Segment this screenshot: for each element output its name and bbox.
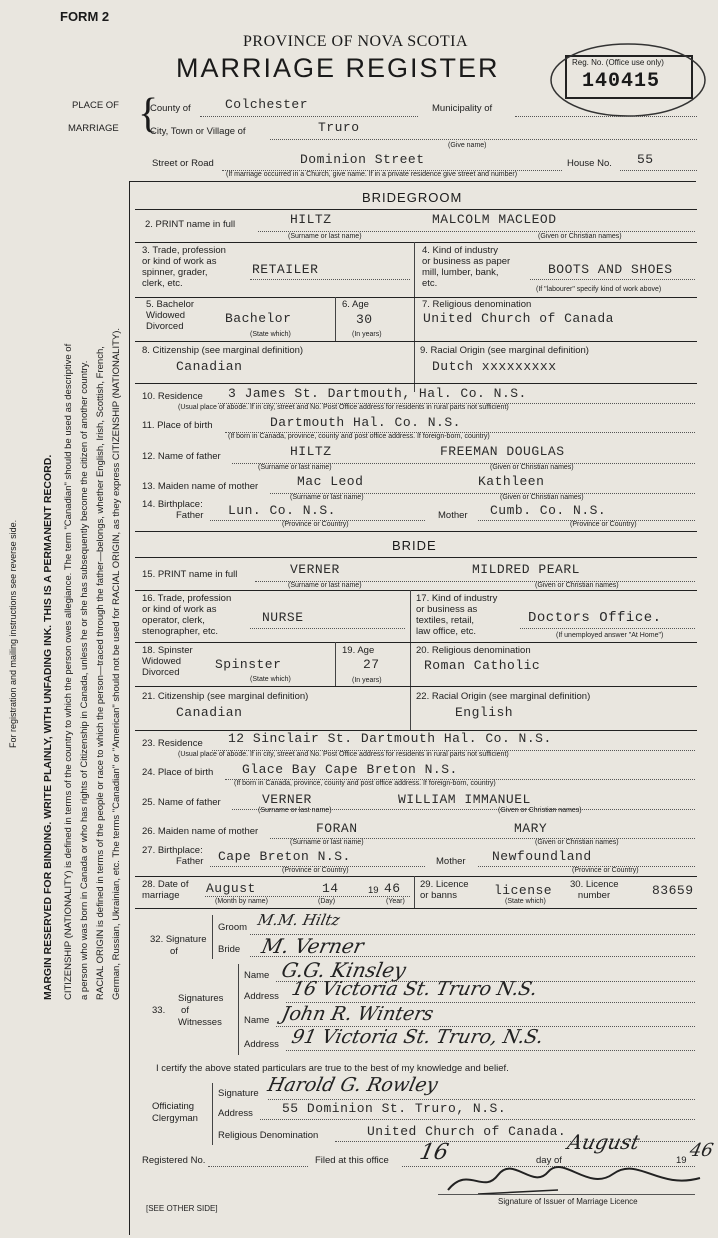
bride-father-given: WILLIAM IMMANUEL: [398, 792, 531, 807]
county-value: Colchester: [225, 97, 309, 112]
bride-bp-label: 27. Birthplace:: [142, 845, 203, 856]
clergy-address-label: Address: [218, 1108, 253, 1119]
w1-name: G.G. Kinsley: [279, 958, 409, 982]
groom-citizenship-label: 8. Citizenship (see marginal definition): [142, 345, 304, 356]
bride-citizenship: Canadian: [176, 705, 243, 720]
bride-status-label: 18. Spinster Widowed Divorced: [142, 645, 193, 678]
bride-bp-mother: Newfoundland: [492, 849, 592, 864]
groom-prov-caption-1: (Province or Country): [282, 521, 349, 528]
groom-state-which: (State which): [250, 331, 291, 338]
groom-citizenship: Canadian: [176, 359, 243, 374]
groom-age: 30: [356, 312, 373, 327]
bride-residence-caption: (Usual place of abode. If in city, street and No. Post Office address for residents in rural parts not sufficient): [178, 751, 509, 758]
bride-given: MILDRED PEARL: [472, 562, 580, 577]
margin-racial-1: RACIAL ORIGIN is defined in terms of the people or race to which the person—traced through the father—belongs, whether English, Irish, Scottish, French,: [95, 346, 106, 1000]
groom-birthplace-caption: (If born in Canada, province, county and post office address. If foreign-born, country): [228, 433, 490, 440]
bride-age-label: 19. Age: [342, 645, 375, 656]
clergy-religion: United Church of Canada.: [367, 1124, 567, 1139]
bride-mother-label: 26. Maiden name of mother: [142, 826, 259, 837]
date-caption-year: (Year): [386, 898, 405, 905]
licence-value: license: [494, 883, 553, 898]
groom-bp-father: Lun. Co. N.S.: [228, 503, 336, 518]
day-of-label: day of: [536, 1155, 562, 1166]
bride-bp-father-label: Father: [176, 856, 204, 867]
filed-year-prefix: 19: [676, 1155, 687, 1166]
bride-prov-caption-1: (Province or Country): [282, 867, 349, 874]
bride-racial-label: 22. Racial Origin (see marginal definition): [416, 691, 591, 702]
groom-status-label: 5. Bachelor Widowed Divorced: [146, 299, 195, 332]
w2-address-label: Address: [244, 1039, 279, 1050]
groom-residence: 3 James St. Dartmouth, Hal. Co. N.S.: [228, 386, 527, 401]
filed-year: 46: [687, 1140, 716, 1161]
surname-caption: (Surname or last name): [288, 233, 362, 240]
bride-industry-label: 17. Kind of industry or business as textiles, retail, law office, etc.: [416, 593, 498, 637]
give-name-caption: (Give name): [448, 142, 487, 149]
margin-citizenship-2: a person who was born in Canada or who has rights of Citizenship in Canada, unless he or she has subsequently become the citizen of another country.: [79, 360, 90, 1000]
licence-label: 29. Licence or banns: [420, 879, 469, 901]
groom-industry-label: 4. Kind of industry or business as paper mill, lumber, bank, etc.: [422, 245, 511, 289]
groom-residence-label: 10. Residence: [142, 391, 203, 402]
bride-bp-father: Cape Breton N.S.: [218, 849, 351, 864]
city-value: Truro: [318, 120, 360, 135]
groom-birthplace-label: 11. Place of birth: [142, 420, 213, 431]
bridegroom-heading: BRIDEGROOM: [362, 190, 463, 205]
groom-signature: M.M. Hiltz: [256, 911, 342, 929]
groom-sig-label: Groom: [218, 922, 248, 933]
bride-age: 27: [363, 657, 380, 672]
bride-mother-given: MARY: [514, 821, 548, 836]
witness-label: Signatures 33. of Witnesses: [152, 993, 224, 1028]
bride-surname: VERNER: [290, 562, 340, 577]
bride-birthplace: Glace Bay Cape Breton N.S.: [242, 762, 458, 777]
street-value: Dominion Street: [300, 152, 425, 167]
father-given-caption: (Given or Christian names): [490, 464, 574, 471]
bride-in-years: (In years): [352, 677, 382, 684]
bride-print-label: 15. PRINT name in full: [142, 569, 238, 580]
groom-trade-label: 3. Trade, profession or kind of work as spinner, grader, clerk, etc.: [142, 245, 226, 289]
bride-mother-given-caption: (Given or Christian names): [535, 839, 619, 846]
bride-trade: NURSE: [262, 610, 304, 625]
bride-sig-label: Bride: [218, 944, 241, 955]
certify-text: I certify the above stated particulars are true to the best of my knowledge and belief.: [156, 1063, 509, 1074]
province-heading: PROVINCE OF NOVA SCOTIA: [243, 33, 469, 50]
place-label: PLACE OF: [72, 100, 119, 111]
filed-day: 16: [417, 1140, 451, 1165]
groom-bp-father-label: Father: [176, 510, 204, 521]
filed-month: August: [565, 1130, 642, 1154]
groom-residence-caption: (Usual place of abode. If in city, street and No. Post Office address for residents in rural parts not sufficient): [178, 404, 509, 411]
groom-mother-given: Kathleen: [478, 474, 545, 489]
groom-bp-mother-label: Mother: [438, 510, 468, 521]
city-label: City, Town or Village of: [150, 126, 246, 137]
bride-citizenship-label: 21. Citizenship (see marginal definition): [142, 691, 309, 702]
clergy-label: Officiating Clergyman: [152, 1101, 198, 1124]
licence-number: 83659: [652, 883, 694, 898]
bride-heading: BRIDE: [392, 538, 437, 553]
bride-prov-caption-2: (Province or Country): [572, 867, 639, 874]
see-other-side: [SEE OTHER SIDE]: [146, 1204, 218, 1213]
groom-father-label: 12. Name of father: [142, 451, 221, 462]
registered-label: Registered No.: [142, 1155, 206, 1166]
street-label: Street or Road: [152, 158, 214, 169]
form-number: FORM 2: [60, 9, 110, 24]
bride-mother-surname: FORAN: [316, 821, 358, 836]
bride-father-surname: VERNER: [262, 792, 312, 807]
father-surname-caption: (Surname or last name): [258, 464, 332, 471]
bride-industry: Doctors Office.: [528, 610, 662, 626]
bride-residence: 12 Sinclair St. Dartmouth Hal. Co. N.S.: [228, 731, 552, 746]
groom-bp-mother: Cumb. Co. N.S.: [490, 503, 607, 518]
groom-surname: HILTZ: [290, 212, 332, 227]
groom-father-surname: HILTZ: [290, 444, 332, 459]
mother-given-caption: (Given or Christian names): [500, 494, 584, 501]
date-caption-day: (Day): [318, 898, 336, 905]
reg-stamp-circle: [548, 40, 708, 120]
house-label: House No.: [567, 158, 612, 169]
bride-racial: English: [455, 705, 514, 720]
page-title: MARRIAGE REGISTER: [176, 53, 500, 83]
state-which-caption: (State which): [505, 898, 546, 905]
w1-name-label: Name: [244, 970, 270, 981]
bride-industry-caption: (If unemployed answer "At Home"): [556, 632, 664, 639]
brace-icon: {: [138, 91, 159, 137]
bride-father-given-caption: (Given or Christian names): [498, 807, 582, 814]
groom-religion: United Church of Canada: [423, 311, 614, 326]
bride-surname-caption: (Surname or last name): [288, 582, 362, 589]
groom-given: MALCOLM MACLEOD: [432, 212, 557, 227]
reg-number-label: Reg. No. (Office use only): [572, 58, 664, 67]
groom-mother-surname: Mac Leod: [297, 474, 364, 489]
bride-given-caption: (Given or Christian names): [535, 582, 619, 589]
groom-racial-label: 9. Racial Origin (see marginal definition): [420, 345, 589, 356]
w1-address: 16 Victoria St. Truro N.S.: [289, 978, 540, 1000]
signature-of-label: 32. Signature of: [150, 934, 207, 957]
groom-in-years: (In years): [352, 331, 382, 338]
bride-father-label: 25. Name of father: [142, 797, 221, 808]
bride-birthplace-label: 24. Place of birth: [142, 767, 214, 778]
margin-racial-2: German, Russian, Ukrainian, etc. The terms "Canadian" or "American" should not be used for RACIAL ORIGIN, as they express CITIZENSHIP (NATIONALITY).: [111, 327, 122, 1000]
w2-name: John R. Winters: [279, 1003, 436, 1025]
bride-mother-surname-caption: (Surname or last name): [290, 839, 364, 846]
margin-binding-note: MARGIN RESERVED FOR BINDING. WRITE PLAINLY, WITH UNFADING INK. THIS IS A PERMANENT RECORD.: [42, 454, 54, 1000]
groom-racial: Dutch xxxxxxxxx: [432, 359, 557, 374]
bride-state-which: (State which): [250, 676, 291, 683]
licence-number-label: 30. Licence number: [570, 879, 619, 901]
filed-label: Filed at this office: [315, 1155, 389, 1166]
bride-signature: M. Verner: [259, 934, 367, 958]
county-label: County of: [150, 103, 191, 114]
bride-religion-label: 20. Religious denomination: [416, 645, 531, 656]
w2-name-label: Name: [244, 1015, 270, 1026]
mother-surname-caption: (Surname or last name): [290, 494, 364, 501]
w1-address-label: Address: [244, 991, 279, 1002]
groom-father-given: FREEMAN DOUGLAS: [440, 444, 565, 459]
clergy-religion-label: Religious Denomination: [218, 1130, 319, 1141]
groom-industry: BOOTS AND SHOES: [548, 262, 673, 277]
bride-birthplace-caption: (If born in Canada, province, county and post office address. If foreign-born, country): [234, 780, 496, 787]
bride-bp-mother-label: Mother: [436, 856, 466, 867]
bride-father-surname-caption: (Surname or last name): [258, 807, 332, 814]
groom-industry-caption: (If "labourer" specify kind of work above): [536, 286, 662, 293]
groom-mother-label: 13. Maiden name of mother: [142, 481, 259, 492]
marriage-day: 14: [322, 881, 339, 896]
margin-citizenship-1: CITIZENSHIP (NATIONALITY) is defined in terms of the country to which the person owes allegiance. The term "Canadian" should be used as descriptive of: [63, 343, 74, 1000]
bride-status: Spinster: [215, 657, 282, 672]
municipality-label: Municipality of: [432, 103, 493, 114]
groom-prov-caption-2: (Province or Country): [570, 521, 637, 528]
house-value: 55: [637, 152, 654, 167]
bride-residence-label: 23. Residence: [142, 738, 203, 749]
marriage-year: 46: [384, 881, 401, 896]
marriage-month: August: [206, 881, 256, 896]
bride-trade-label: 16. Trade, profession or kind of work as operator, clerk, stenographer, etc.: [142, 593, 232, 637]
reg-number-value: 140415: [582, 70, 661, 93]
date-caption-month: (Month by name): [215, 898, 268, 905]
groom-print-label: 2. PRINT name in full: [145, 219, 236, 230]
clergy-sig-label: Signature: [218, 1088, 259, 1099]
groom-trade: RETAILER: [252, 262, 319, 277]
groom-status: Bachelor: [225, 311, 292, 326]
marriage-label: MARRIAGE: [68, 123, 119, 134]
marriage-year-prefix: 19: [368, 885, 379, 896]
groom-religion-label: 7. Religious denomination: [422, 299, 532, 310]
given-caption: (Given or Christian names): [538, 233, 622, 240]
date-label: 28. Date of marriage: [142, 879, 189, 901]
groom-age-label: 6. Age: [342, 299, 369, 310]
bride-religion: Roman Catholic: [424, 658, 541, 673]
groom-birthplace: Dartmouth Hal. Co. N.S.: [270, 415, 461, 430]
place-note: (If marriage occurred in a Church, give name. If in a private residence give street and number): [226, 171, 518, 178]
clergy-address: 55 Dominion St. Truro, N.S.: [282, 1101, 507, 1116]
clergy-signature: Harold G. Rowley: [265, 1074, 440, 1096]
issuer-caption: Signature of Issuer of Marriage Licence: [498, 1197, 638, 1206]
w2-address: 91 Victoria St. Truro, N.S.: [289, 1026, 546, 1048]
groom-bp-label: 14. Birthplace:: [142, 499, 203, 510]
